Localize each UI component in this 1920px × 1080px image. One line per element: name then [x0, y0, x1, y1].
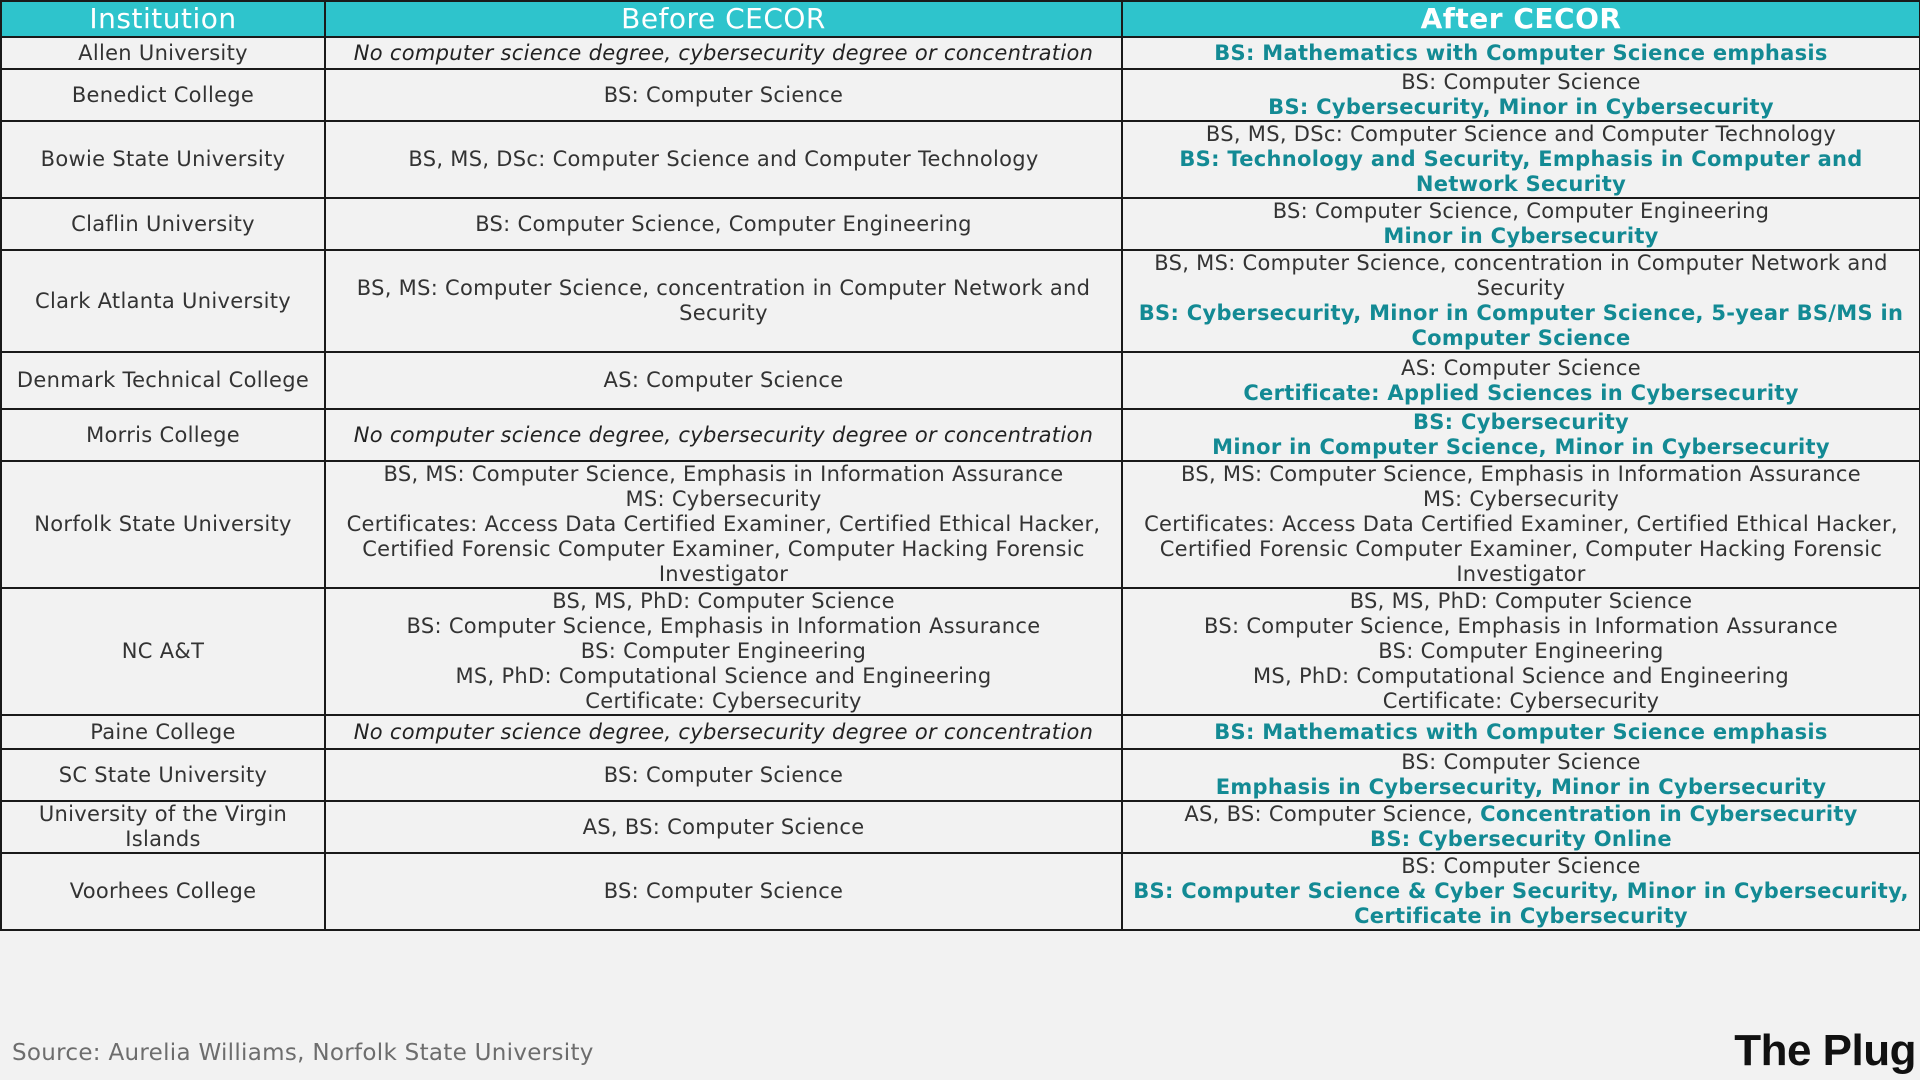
after-line — [1131, 639, 1911, 664]
institution-cell: Morris College — [1, 409, 325, 461]
after-line — [1131, 750, 1911, 775]
before-line: BS, MS, DSc: Computer Science and Computer Technology — [408, 147, 1039, 171]
before-cell — [325, 715, 1122, 749]
program-text: MS: Cybersecurity — [1422, 487, 1620, 511]
institution-cell: University of the Virgin Islands — [1, 801, 325, 853]
before-cell — [325, 37, 1122, 69]
table-row — [1, 461, 1920, 588]
table-body — [1, 37, 1920, 930]
before-line: MS: Cybersecurity — [625, 487, 822, 511]
program-text: BS: Computer Science — [1401, 750, 1641, 774]
table-row — [1, 352, 1920, 409]
after-line — [1131, 802, 1911, 827]
new-program-text: Certificate: Applied Sciences in Cybersecurity — [1243, 380, 1799, 405]
before-cell — [325, 69, 1122, 121]
new-program-text: Minor in Cybersecurity — [1383, 224, 1659, 248]
table-row — [1, 121, 1920, 198]
institution-cell: Paine College — [1, 715, 325, 749]
before-line: AS, BS: Computer Science — [582, 814, 865, 839]
before-cell — [325, 352, 1122, 409]
after-line — [1131, 664, 1911, 689]
header-after: After CECOR — [1122, 1, 1920, 37]
program-text: AS, BS: Computer Science, — [1184, 802, 1481, 826]
new-program-text: BS: Technology and Security, Emphasis in Computer and Network Security — [1179, 147, 1863, 196]
after-line — [1131, 301, 1911, 351]
before-line: AS: Computer Science — [603, 368, 844, 392]
before-line: No computer science degree, cybersecurity degree or concentration — [353, 719, 1094, 744]
program-text: BS, MS, DSc: Computer Science and Computer Technology — [1205, 122, 1837, 146]
after-line — [1131, 251, 1911, 301]
institution-cell: Claflin University — [1, 198, 325, 250]
after-line — [1131, 356, 1911, 381]
before-line: Certificates: Access Data Certified Examiner, Certified Ethical Hacker, Certified Forensic Computer Examiner, Computer Hacking Forensic Investigator — [346, 512, 1101, 586]
before-line: BS: Computer Science — [603, 762, 844, 787]
after-line — [1131, 95, 1911, 120]
after-line — [1131, 589, 1911, 614]
program-text: BS, MS, PhD: Computer Science — [1349, 589, 1693, 613]
after-line — [1131, 879, 1911, 929]
after-line — [1131, 487, 1911, 512]
program-text: BS: Computer Science — [1401, 70, 1641, 94]
after-cell — [1122, 749, 1920, 801]
program-text: BS: Computer Engineering — [1378, 639, 1664, 663]
table-row — [1, 801, 1920, 853]
institution-cell: SC State University — [1, 749, 325, 801]
table-row — [1, 853, 1920, 930]
new-program-text: BS: Cybersecurity Online — [1370, 827, 1672, 851]
table-row — [1, 409, 1920, 461]
after-cell — [1122, 801, 1920, 853]
header-institution: Institution — [1, 1, 325, 37]
program-text: BS: Computer Science — [1401, 854, 1641, 878]
after-line — [1131, 827, 1911, 852]
after-cell — [1122, 409, 1920, 461]
before-cell — [325, 121, 1122, 198]
after-line — [1131, 512, 1911, 587]
after-line — [1131, 410, 1911, 435]
new-program-text: BS: Mathematics with Computer Science emphasis — [1214, 719, 1828, 744]
institution-cell: Clark Atlanta University — [1, 250, 325, 352]
table-header-row — [1, 1, 1920, 37]
after-line — [1131, 41, 1911, 66]
header-before: Before CECOR — [325, 1, 1122, 37]
program-text: MS, PhD: Computational Science and Engineering — [1252, 664, 1790, 688]
table-row — [1, 715, 1920, 749]
before-cell — [325, 461, 1122, 588]
after-line — [1131, 462, 1911, 487]
after-line — [1131, 199, 1911, 224]
before-line: BS, MS, PhD: Computer Science — [552, 589, 895, 613]
program-text: Certificates: Access Data Certified Examiner, Certified Ethical Hacker, Certified Forensic Computer Examiner, Computer Hacking Forensic Investigator — [1144, 512, 1898, 586]
institution-cell: Voorhees College — [1, 853, 325, 930]
program-text: BS: Computer Science, Computer Engineering — [1272, 199, 1770, 223]
after-line — [1131, 614, 1911, 639]
after-cell — [1122, 715, 1920, 749]
after-cell — [1122, 37, 1920, 69]
after-line — [1131, 854, 1911, 879]
new-program-text: BS: Mathematics with Computer Science emphasis — [1214, 40, 1828, 65]
before-line: BS: Computer Science, Emphasis in Information Assurance — [406, 614, 1041, 638]
institution-cell: Norfolk State University — [1, 461, 325, 588]
brand-logo: The Plug — [1734, 1026, 1916, 1075]
after-line — [1131, 147, 1911, 197]
new-program-text: Emphasis in Cybersecurity, Minor in Cybersecurity — [1215, 775, 1827, 799]
before-line: BS: Computer Science — [603, 879, 844, 903]
new-program-text: BS: Cybersecurity — [1412, 410, 1630, 434]
new-program-text: BS: Cybersecurity, Minor in Cybersecurity — [1268, 95, 1774, 119]
after-line — [1131, 224, 1911, 249]
before-line: MS, PhD: Computational Science and Engineering — [455, 664, 992, 688]
institution-cell: NC A&T — [1, 588, 325, 715]
program-text: Certificate: Cybersecurity — [1382, 689, 1660, 713]
before-cell — [325, 409, 1122, 461]
new-program-text: Concentration in Cybersecurity — [1480, 802, 1858, 826]
new-program-text: BS: Cybersecurity, Minor in Computer Science, 5-year BS/MS in Computer Science — [1138, 301, 1904, 350]
after-line — [1131, 720, 1911, 745]
table-row — [1, 588, 1920, 715]
table-row — [1, 198, 1920, 250]
program-text: AS: Computer Science — [1401, 355, 1641, 380]
after-line — [1131, 435, 1911, 460]
institution-cell: Allen University — [1, 37, 325, 69]
before-cell — [325, 588, 1122, 715]
after-cell — [1122, 352, 1920, 409]
program-text: BS, MS: Computer Science, Emphasis in Information Assurance — [1181, 462, 1861, 486]
table-row — [1, 250, 1920, 352]
before-cell — [325, 250, 1122, 352]
before-line: BS: Computer Science — [603, 82, 844, 107]
before-line: BS: Computer Engineering — [580, 639, 867, 663]
after-cell — [1122, 461, 1920, 588]
after-line — [1131, 70, 1911, 95]
new-program-text: BS: Computer Science & Cyber Security, Minor in Cybersecurity, Certificate in Cybersecurity — [1133, 879, 1909, 928]
program-text: BS: Computer Science, Emphasis in Information Assurance — [1204, 614, 1838, 638]
institution-cell: Bowie State University — [1, 121, 325, 198]
table-row — [1, 749, 1920, 801]
source-credit: Source: Aurelia Williams, Norfolk State University — [12, 1040, 594, 1066]
after-cell — [1122, 853, 1920, 930]
after-cell — [1122, 588, 1920, 715]
after-cell — [1122, 250, 1920, 352]
before-cell — [325, 801, 1122, 853]
institution-cell: Benedict College — [1, 69, 325, 121]
before-line: No computer science degree, cybersecurity degree or concentration — [353, 40, 1094, 65]
before-line: Certificate: Cybersecurity — [585, 689, 862, 713]
after-line — [1131, 381, 1911, 406]
table-row — [1, 37, 1920, 69]
before-cell — [325, 749, 1122, 801]
new-program-text: Minor in Computer Science, Minor in Cybersecurity — [1212, 435, 1830, 459]
before-cell — [325, 198, 1122, 250]
after-cell — [1122, 198, 1920, 250]
after-line — [1131, 775, 1911, 800]
before-line: BS, MS: Computer Science, concentration in Computer Network and Security — [356, 276, 1091, 325]
before-line: No computer science degree, cybersecurity degree or concentration — [353, 422, 1094, 447]
institution-cell: Denmark Technical College — [1, 352, 325, 409]
after-cell — [1122, 69, 1920, 121]
after-cell — [1122, 121, 1920, 198]
before-line: BS: Computer Science, Computer Engineering — [475, 211, 972, 236]
before-line: BS, MS: Computer Science, Emphasis in Information Assurance — [383, 462, 1064, 486]
after-line — [1131, 122, 1911, 147]
table-row — [1, 69, 1920, 121]
after-line — [1131, 689, 1911, 714]
program-text: BS, MS: Computer Science, concentration in Computer Network and Security — [1154, 251, 1888, 300]
before-cell — [325, 853, 1122, 930]
